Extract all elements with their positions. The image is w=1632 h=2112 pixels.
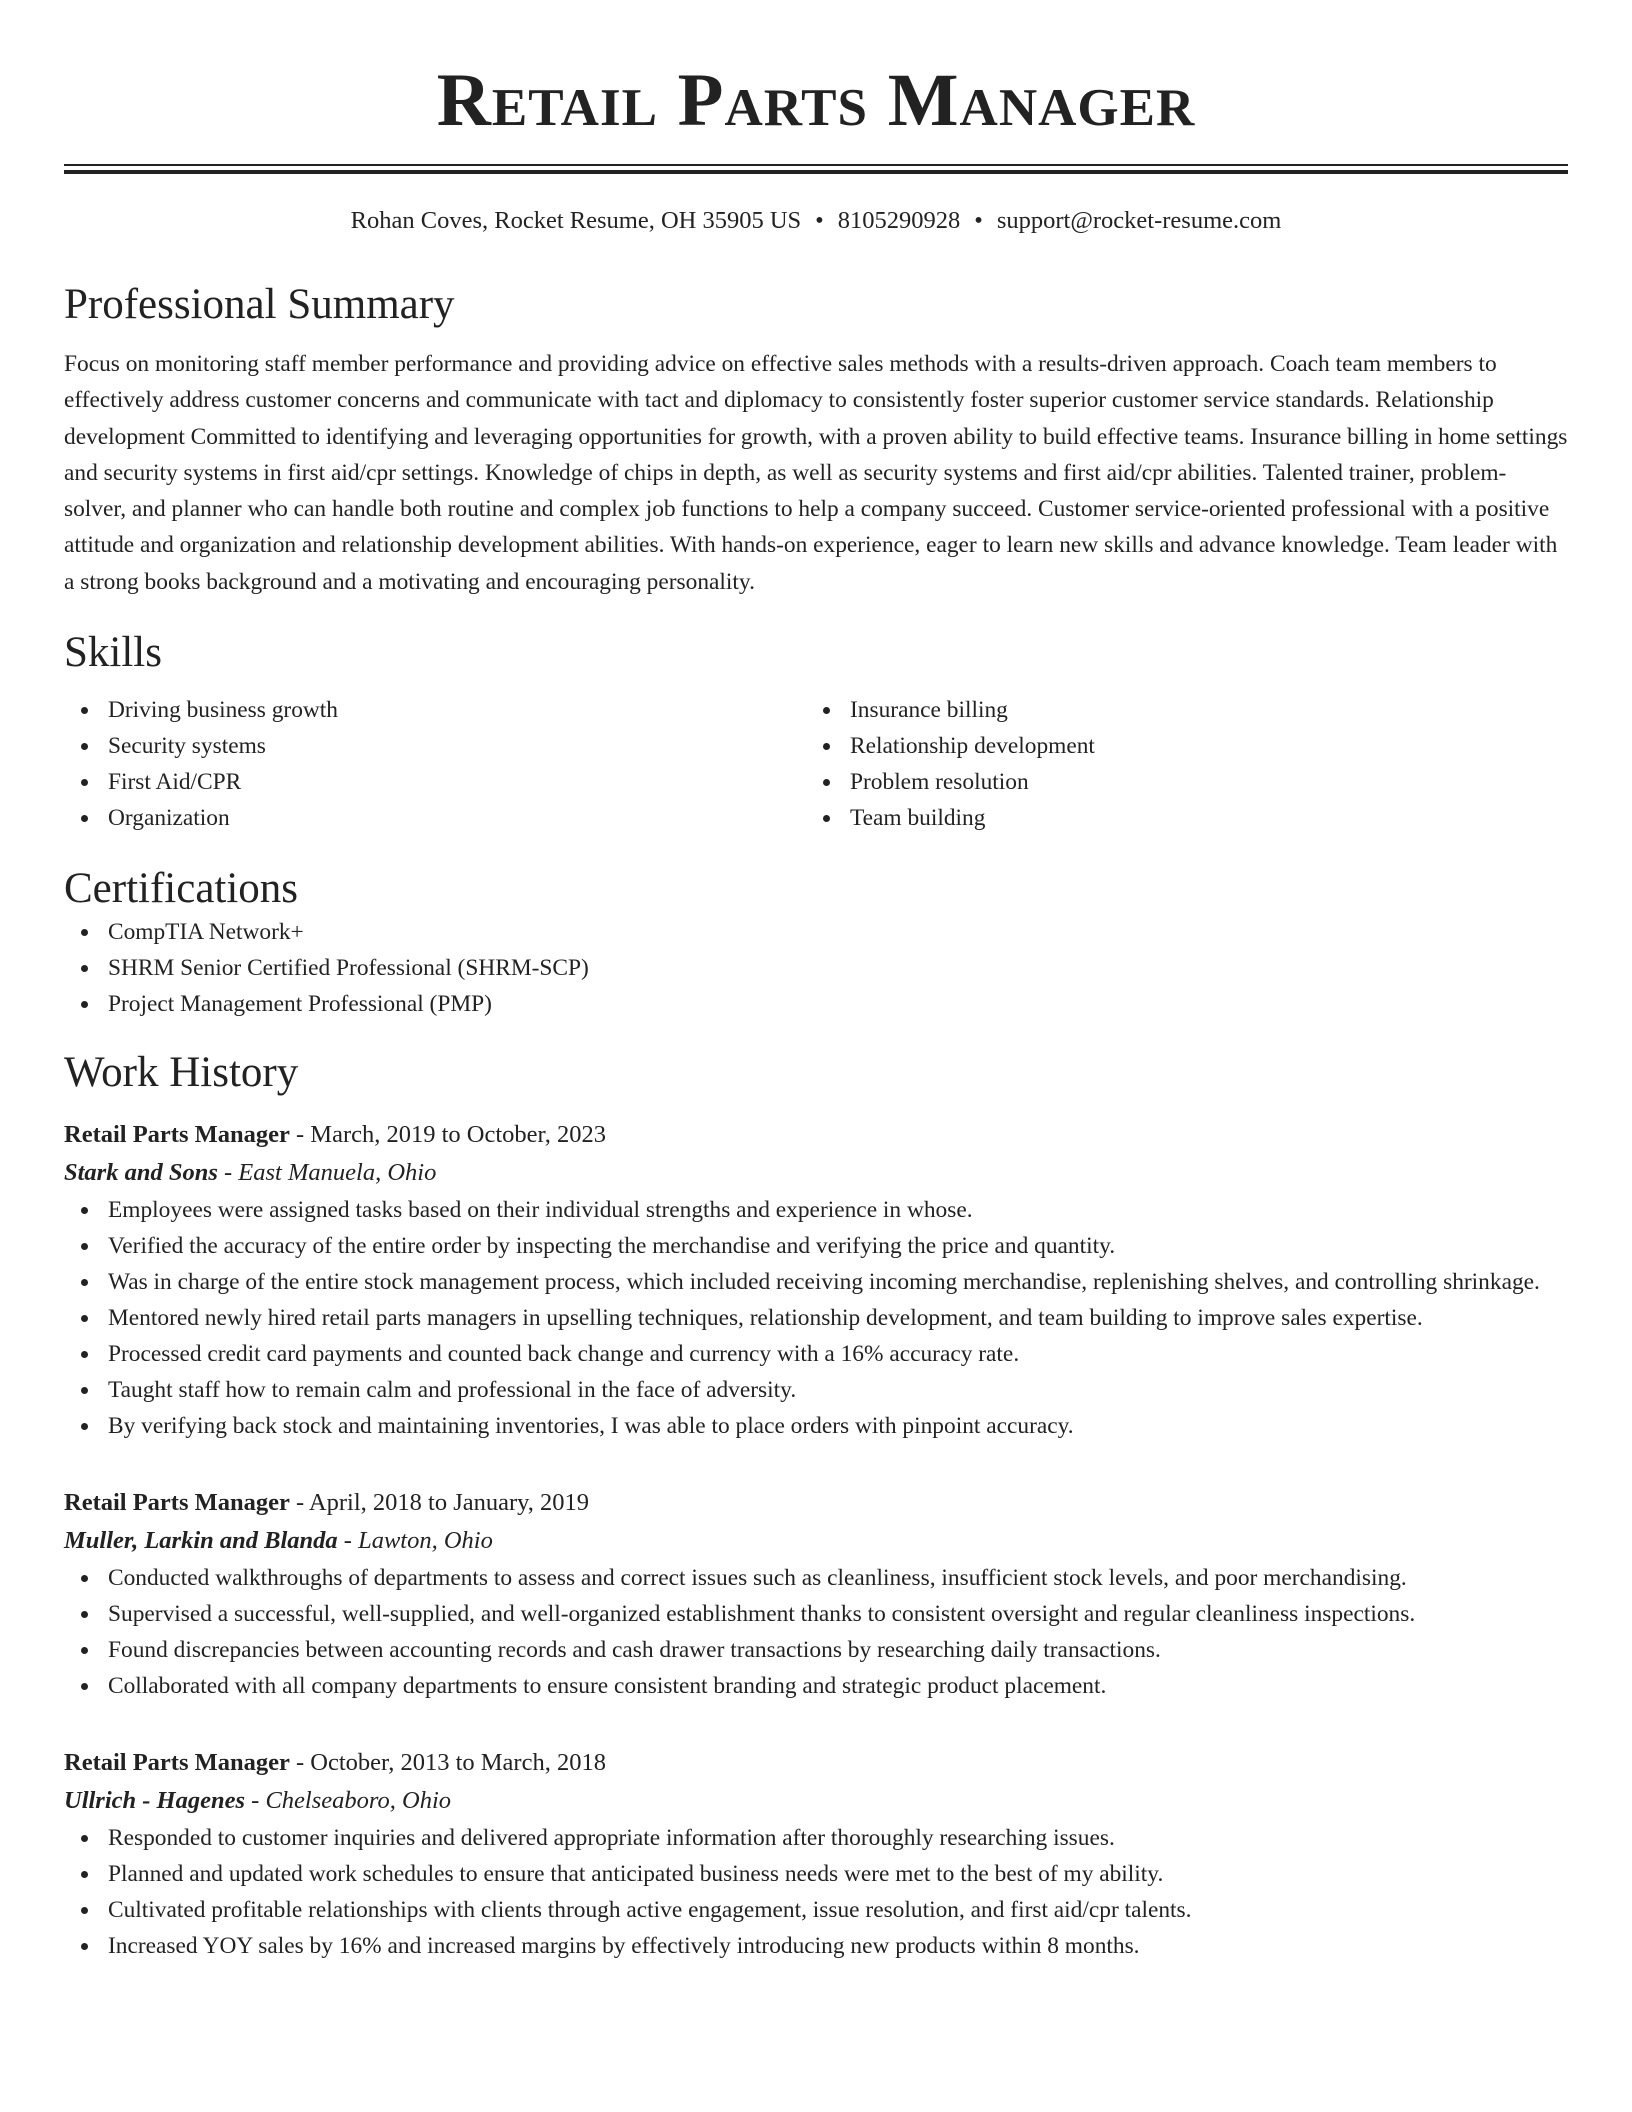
skill-label: Security systems — [108, 733, 266, 760]
duty-item — [64, 1928, 1568, 1964]
job-company: Stark and Sons — [64, 1159, 218, 1187]
job-title-line — [64, 1116, 1568, 1154]
contact-phone: 8105290928 — [837, 207, 961, 234]
duty-text: Cultivated profitable relationships with clients through active engagement, issue resolution, and first aid/cpr talents. — [108, 1897, 1192, 1924]
job-role: Retail Parts Manager — [64, 1489, 290, 1517]
skill-item — [64, 764, 806, 800]
title-divider — [64, 164, 1568, 174]
bullet-icon — [81, 1575, 88, 1582]
contact-line — [64, 204, 1568, 238]
duty-text: Was in charge of the entire stock management process, which included receiving incoming merchandise, replenishing shelves, and controlling shrinkage. — [108, 1269, 1540, 1296]
skills-list-right — [806, 692, 1548, 836]
certification-item — [64, 914, 1568, 950]
contact-separator: • — [974, 207, 983, 234]
skill-item — [806, 692, 1548, 728]
skill-item — [806, 764, 1548, 800]
certification-label: CompTIA Network+ — [108, 919, 304, 946]
duty-item — [64, 1408, 1568, 1444]
job-entry — [64, 1484, 1568, 1704]
certification-label: Project Management Professional (PMP) — [108, 991, 492, 1018]
bullet-icon — [81, 1001, 88, 1008]
bullet-icon — [81, 815, 88, 822]
work-history-heading: Work History — [64, 1049, 299, 1097]
skills-section — [64, 628, 1568, 836]
skill-item — [806, 728, 1548, 764]
duty-text: Responded to customer inquiries and delivered appropriate information after thoroughly researching issues. — [108, 1825, 1115, 1852]
bullet-icon — [81, 1647, 88, 1654]
duty-item — [64, 1560, 1568, 1596]
duty-item — [64, 1892, 1568, 1928]
skill-label: First Aid/CPR — [108, 769, 242, 796]
bullet-icon — [81, 1423, 88, 1430]
bullet-icon — [81, 1871, 88, 1878]
duty-text: By verifying back stock and maintaining inventories, I was able to place orders with pinpoint accuracy. — [108, 1413, 1074, 1440]
job-title-line — [64, 1484, 1568, 1522]
certifications-section — [64, 864, 1568, 1022]
skill-item — [64, 692, 806, 728]
job-duties-list — [64, 1560, 1568, 1704]
certifications-heading: Certifications — [64, 865, 299, 913]
job-company-line — [64, 1522, 1568, 1560]
skills-grid — [64, 692, 1568, 836]
job-role: Retail Parts Manager — [64, 1749, 290, 1777]
duty-text: Taught staff how to remain calm and professional in the face of adversity. — [108, 1377, 797, 1404]
skills-column-right — [806, 692, 1548, 836]
bullet-icon — [81, 1683, 88, 1690]
duty-text: Conducted walkthroughs of departments to assess and correct issues such as cleanliness, insufficient stock levels, and poor merchandising. — [108, 1565, 1407, 1592]
duty-text: Mentored newly hired retail parts managers in upselling techniques, relationship development, and team building to improve sales expertise. — [108, 1305, 1423, 1332]
skills-heading: Skills — [64, 629, 162, 677]
bullet-icon — [81, 1279, 88, 1286]
job-location: - East Manuela, Ohio — [217, 1159, 437, 1187]
bullet-icon — [81, 929, 88, 936]
certification-item — [64, 986, 1568, 1022]
duty-text: Found discrepancies between accounting records and cash drawer transactions by researching daily transactions. — [108, 1637, 1161, 1664]
duty-text: Verified the accuracy of the entire order by inspecting the merchandise and verifying the price and quantity. — [108, 1233, 1116, 1260]
bullet-icon — [81, 707, 88, 714]
summary-section — [64, 280, 1568, 600]
job-duties-list — [64, 1820, 1568, 1964]
job-company-line — [64, 1782, 1568, 1820]
bullet-icon — [81, 1243, 88, 1250]
duty-text: Supervised a successful, well-supplied, and well-organized establishment thanks to consistent oversight and regular cleanliness inspections. — [108, 1601, 1416, 1628]
job-dates: - April, 2018 to January, 2019 — [289, 1489, 590, 1517]
skill-label: Team building — [850, 805, 986, 832]
job-company-line — [64, 1154, 1568, 1192]
skill-item — [806, 800, 1548, 836]
skills-column-left — [64, 692, 806, 836]
duty-item — [64, 1228, 1568, 1264]
job-entry — [64, 1744, 1568, 1964]
job-company: Ullrich - Hagenes — [64, 1787, 246, 1815]
summary-heading: Professional Summary — [64, 281, 455, 328]
skill-item — [64, 728, 806, 764]
bullet-icon — [823, 743, 830, 750]
certification-label: SHRM Senior Certified Professional (SHRM-SCP) — [108, 955, 589, 982]
skill-label: Problem resolution — [850, 769, 1029, 796]
bullet-icon — [81, 1907, 88, 1914]
certifications-list — [64, 914, 1568, 1022]
duty-text: Increased YOY sales by 16% and increased margins by effectively introducing new products within 8 months. — [108, 1933, 1140, 1960]
job-company: Muller, Larkin and Blanda — [64, 1527, 338, 1555]
job-dates: - October, 2013 to March, 2018 — [289, 1749, 606, 1777]
work-history-section — [64, 1048, 1568, 1964]
job-dates: - March, 2019 to October, 2023 — [289, 1121, 606, 1149]
bullet-icon — [81, 1611, 88, 1618]
skill-label: Organization — [108, 805, 230, 832]
skill-item — [64, 800, 806, 836]
duty-text: Collaborated with all company departments to ensure consistent branding and strategic product placement. — [108, 1673, 1107, 1700]
duty-item — [64, 1336, 1568, 1372]
skill-label: Relationship development — [850, 733, 1095, 760]
duty-item — [64, 1856, 1568, 1892]
skill-label: Driving business growth — [108, 697, 339, 724]
duty-item — [64, 1372, 1568, 1408]
duty-item — [64, 1820, 1568, 1856]
job-location: - Lawton, Ohio — [337, 1527, 493, 1555]
bullet-icon — [81, 779, 88, 786]
skills-list-left — [64, 692, 806, 836]
bullet-icon — [81, 965, 88, 972]
bullet-icon — [81, 1387, 88, 1394]
summary-text: Focus on monitoring staff member performance and providing advice on effective sales methods with a results-driven approach. Coach team members to effectively address customer concerns and communicate with tact and diplomacy to consistently foster superior customer service standards. Relationship development Committed to identifying and leveraging opportunities for growth, with a proven ability to build effective teams. Insurance billing in home settings and security systems in first aid/cpr settings. Knowledge of chips in depth, as well as security systems and first aid/cpr abilities. Talented trainer, problem-solver, and planner who can handle both routine and complex job functions to help a company succeed. Customer service-oriented professional with a positive attitude and organization and relationship development abilities. With hands-on experience, eager to learn new skills and advance knowledge. Team leader with a strong books background and a motivating and encouraging personality. — [64, 351, 1568, 595]
certification-item — [64, 950, 1568, 986]
duty-text: Processed credit card payments and counted back change and currency with a 16% accuracy rate. — [108, 1341, 1020, 1368]
bullet-icon — [81, 1835, 88, 1842]
bullet-icon — [823, 707, 830, 714]
duty-item — [64, 1668, 1568, 1704]
contact-address: Rohan Coves, Rocket Resume, OH 35905 US — [350, 207, 802, 234]
job-location: - Chelseaboro, Ohio — [245, 1787, 451, 1815]
skill-label: Insurance billing — [850, 697, 1008, 724]
bullet-icon — [823, 779, 830, 786]
contact-separator: • — [815, 207, 824, 234]
bullet-icon — [81, 1351, 88, 1358]
job-role: Retail Parts Manager — [64, 1121, 290, 1149]
duty-item — [64, 1192, 1568, 1228]
duty-item — [64, 1300, 1568, 1336]
job-title-line — [64, 1744, 1568, 1782]
bullet-icon — [81, 1315, 88, 1322]
bullet-icon — [81, 1943, 88, 1950]
bullet-icon — [823, 815, 830, 822]
job-entry — [64, 1116, 1568, 1444]
duty-text: Planned and updated work schedules to ensure that anticipated business needs were met to the best of my ability. — [108, 1861, 1164, 1888]
duty-item — [64, 1632, 1568, 1668]
job-duties-list — [64, 1192, 1568, 1444]
bullet-icon — [81, 1207, 88, 1214]
duty-text: Employees were assigned tasks based on their individual strengths and experience in whose. — [108, 1197, 973, 1224]
resume-title: Retail Parts Manager — [436, 59, 1196, 142]
bullet-icon — [81, 743, 88, 750]
contact-email: support@rocket-resume.com — [996, 207, 1282, 234]
duty-item — [64, 1596, 1568, 1632]
duty-item — [64, 1264, 1568, 1300]
